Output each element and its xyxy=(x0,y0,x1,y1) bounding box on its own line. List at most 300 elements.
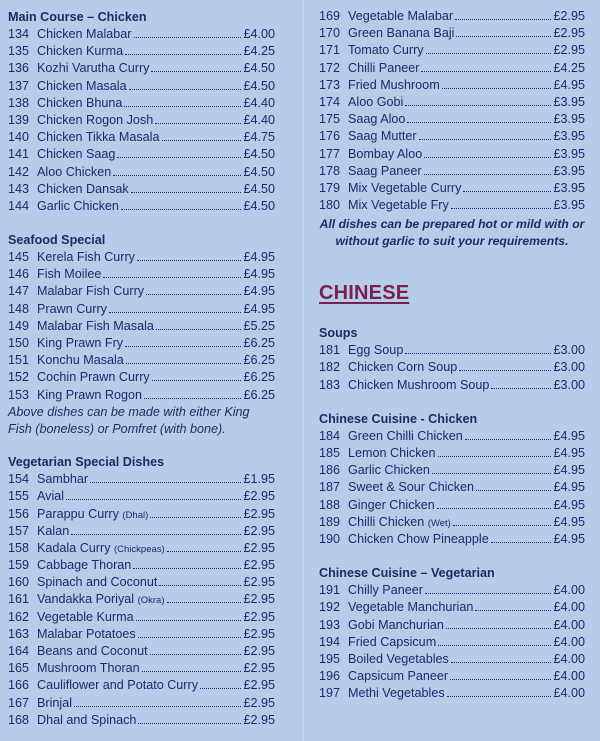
menu-item-row xyxy=(8,369,275,386)
item-price: £6.25 xyxy=(243,370,275,385)
item-note: (Wet) xyxy=(427,517,451,529)
menu-item-row xyxy=(319,359,585,376)
item-number: 181 xyxy=(319,343,341,358)
item-name-text: Chicken Masala xyxy=(37,78,127,93)
item-name xyxy=(37,643,148,660)
item-name-text: Lemon Chicken xyxy=(348,446,436,460)
menu-item-row xyxy=(8,643,275,660)
item-name-text: Kerela Fish Curry xyxy=(37,250,135,265)
item-price: £2.95 xyxy=(553,43,585,58)
dot-leader xyxy=(432,462,552,474)
item-number: 151 xyxy=(8,353,30,368)
spacer xyxy=(8,215,275,232)
dot-leader xyxy=(465,428,552,440)
item-name-text: Brinjal xyxy=(37,695,72,710)
item-price: £3.95 xyxy=(553,129,585,144)
item-price: £3.95 xyxy=(553,146,585,161)
item-name xyxy=(348,377,489,394)
item-name xyxy=(348,111,405,128)
dot-leader xyxy=(126,352,242,364)
item-number: 189 xyxy=(319,514,341,529)
item-name xyxy=(348,359,457,376)
dot-leader xyxy=(491,377,551,389)
item-price: £4.00 xyxy=(553,600,585,615)
item-name-text: Kadala Curry xyxy=(37,540,111,555)
item-price: £4.95 xyxy=(553,497,585,512)
menu-item-row xyxy=(319,8,585,25)
item-number: 197 xyxy=(319,686,341,701)
item-name-text: Chicken Tikka Masala xyxy=(37,130,160,145)
item-name-text: Chicken Malabar xyxy=(37,27,132,41)
section-title: Chinese Cuisine – Vegetarian xyxy=(319,566,495,581)
item-number: 148 xyxy=(8,301,30,316)
spacer xyxy=(8,0,275,9)
dot-leader xyxy=(446,617,552,629)
item-number: 154 xyxy=(8,472,30,487)
item-number: 175 xyxy=(319,112,341,127)
item-name xyxy=(37,318,154,335)
item-name-text: Chilli Chicken xyxy=(348,514,425,529)
menu-item-row xyxy=(8,471,275,488)
dot-leader xyxy=(463,180,551,192)
item-name-text: Vegetable Malabar xyxy=(348,9,454,23)
item-name-text: Egg Soup xyxy=(348,343,404,358)
item-name-text: King Prawn Fry xyxy=(37,336,124,350)
item-price: £4.25 xyxy=(243,44,275,59)
menu-item-row xyxy=(319,599,585,616)
item-number: 170 xyxy=(319,26,341,41)
item-name xyxy=(348,685,445,702)
menu-item-row xyxy=(319,497,585,514)
menu-item-row xyxy=(8,352,275,369)
dot-leader xyxy=(437,497,552,509)
item-name xyxy=(348,634,436,651)
item-number: 135 xyxy=(8,44,30,59)
item-name xyxy=(37,626,136,643)
item-name xyxy=(348,342,403,359)
item-price: £4.00 xyxy=(553,617,585,632)
item-name-text: Green Banana Baji xyxy=(348,26,455,41)
item-number: 174 xyxy=(319,94,341,109)
item-name-text: Vandakka Poriyal xyxy=(37,592,135,607)
dot-leader xyxy=(200,677,241,689)
menu-item-row xyxy=(319,111,585,128)
menu-item-row xyxy=(319,128,585,145)
menu-item-row xyxy=(8,164,275,181)
item-price: £3.00 xyxy=(553,343,585,358)
menu-item-row xyxy=(8,626,275,643)
section-title: Vegetarian Special Dishes xyxy=(8,455,165,470)
dot-leader xyxy=(421,60,551,72)
item-number: 196 xyxy=(319,669,341,684)
item-name-text: Bombay Aloo xyxy=(348,146,423,161)
item-number: 141 xyxy=(8,147,30,162)
spacer xyxy=(319,394,585,411)
item-name-text: Cauliflower and Potato Curry xyxy=(37,678,198,693)
item-price: £2.95 xyxy=(243,626,275,641)
dot-leader xyxy=(438,634,551,646)
item-price: £4.50 xyxy=(243,147,275,162)
item-name xyxy=(37,506,148,523)
menu-item-row xyxy=(319,60,585,77)
spacer xyxy=(8,438,275,454)
item-price: £2.95 xyxy=(243,678,275,693)
item-price: £6.25 xyxy=(243,336,275,350)
menu-item-row xyxy=(319,634,585,651)
item-number: 177 xyxy=(319,146,341,161)
item-name-text: Sambhar xyxy=(37,472,89,487)
item-number: 144 xyxy=(8,198,30,213)
item-name-text: Chicken Mushroom Soup xyxy=(348,377,490,392)
menu-item-row xyxy=(319,94,585,111)
menu-item-row xyxy=(8,43,275,60)
dot-leader xyxy=(131,181,242,193)
menu-item-row xyxy=(8,677,275,694)
item-price: £2.95 xyxy=(243,609,275,624)
item-name xyxy=(37,146,115,163)
spacer xyxy=(319,0,585,8)
item-price: £2.95 xyxy=(243,489,275,504)
item-price: £2.95 xyxy=(243,695,275,710)
menu-item-row xyxy=(8,181,275,198)
item-name-text: Prawn Curry xyxy=(37,301,107,316)
item-price: £3.00 xyxy=(553,360,585,375)
item-name xyxy=(37,249,135,266)
item-number: 183 xyxy=(319,377,341,392)
item-price: £3.95 xyxy=(553,198,585,213)
item-name-text: Mushroom Thoran xyxy=(37,661,140,676)
dot-leader xyxy=(133,557,241,569)
item-number: 180 xyxy=(319,198,341,213)
item-number: 155 xyxy=(8,489,30,504)
item-note: (Okra) xyxy=(137,595,165,607)
item-name xyxy=(348,60,419,77)
item-number: 182 xyxy=(319,360,341,375)
item-price: £6.25 xyxy=(243,387,275,402)
item-name-text: Garlic Chicken xyxy=(348,463,430,478)
menu-item-row xyxy=(319,685,585,702)
menu-item-row xyxy=(8,660,275,677)
item-number: 176 xyxy=(319,129,341,144)
menu-item-row xyxy=(319,197,585,214)
item-name-text: Spinach and Coconut xyxy=(37,575,158,590)
menu-item-row xyxy=(8,387,275,404)
menu-item-row xyxy=(319,514,585,531)
item-name xyxy=(348,479,474,496)
dot-leader xyxy=(475,599,551,611)
menu-item-row xyxy=(319,146,585,163)
item-name-text: Capsicum Paneer xyxy=(348,669,449,684)
menu-item-row xyxy=(8,95,275,112)
item-name-text: Saag Aloo xyxy=(348,112,406,127)
item-price: £2.95 xyxy=(243,592,275,607)
menu-item-row xyxy=(319,617,585,634)
item-price: £4.95 xyxy=(243,284,275,299)
section-title: Seafood Special xyxy=(8,233,106,248)
item-name-text: Cochin Prawn Curry xyxy=(37,370,150,385)
dot-leader xyxy=(103,266,241,278)
item-number: 173 xyxy=(319,77,341,92)
item-name-text: Vegetable Kurma xyxy=(37,609,134,624)
menu-item-row xyxy=(319,445,585,462)
menu-item-row xyxy=(8,26,275,43)
item-name xyxy=(348,445,436,462)
item-number: 158 xyxy=(8,540,30,555)
menu-item-row xyxy=(8,609,275,626)
dot-leader xyxy=(455,8,551,20)
item-price: £4.95 xyxy=(553,428,585,443)
right-column xyxy=(319,0,585,702)
dot-leader xyxy=(71,523,241,535)
item-name xyxy=(348,128,417,145)
menu-item-row xyxy=(319,342,585,359)
left-column xyxy=(8,0,275,729)
item-number: 146 xyxy=(8,267,30,282)
item-number: 166 xyxy=(8,678,30,693)
item-price: £4.00 xyxy=(553,651,585,666)
item-price: £4.00 xyxy=(243,27,275,41)
item-number: 171 xyxy=(319,43,341,58)
dot-leader xyxy=(162,129,242,141)
item-price: £4.40 xyxy=(243,112,275,127)
item-price: £4.50 xyxy=(243,181,275,196)
menu-item-row xyxy=(8,591,275,608)
item-name-text: Chicken Saag xyxy=(37,147,116,162)
item-name-text: Avial xyxy=(37,489,65,504)
item-number: 168 xyxy=(8,712,30,727)
dot-leader xyxy=(109,301,242,313)
dot-leader xyxy=(424,146,551,158)
item-name-text: Mix Vegetable Fry xyxy=(348,198,449,213)
item-price: £2.95 xyxy=(553,26,585,41)
item-number: 179 xyxy=(319,180,341,195)
item-name-text: Ginger Chicken xyxy=(348,497,435,512)
item-name-text: Vegetable Manchurian xyxy=(348,600,474,615)
item-number: 191 xyxy=(319,583,341,598)
item-number: 134 xyxy=(8,27,30,41)
menu-item-row xyxy=(8,283,275,300)
item-number: 160 xyxy=(8,575,30,590)
dot-leader xyxy=(113,164,241,176)
dot-leader xyxy=(476,479,551,491)
item-number: 186 xyxy=(319,463,341,478)
menu-item-row xyxy=(319,531,585,548)
item-price: £1.95 xyxy=(243,472,275,487)
item-price: £2.95 xyxy=(243,523,275,538)
menu-item-row xyxy=(8,574,275,591)
item-name xyxy=(348,8,453,25)
dot-leader xyxy=(459,359,551,371)
dot-leader xyxy=(137,249,242,261)
item-number: 149 xyxy=(8,318,30,333)
chinese-heading: CHINESE xyxy=(319,282,410,305)
item-name xyxy=(37,266,101,283)
item-number: 142 xyxy=(8,164,30,179)
item-name-text: Methi Vegetables xyxy=(348,686,445,701)
menu-item-row xyxy=(319,77,585,94)
item-name xyxy=(348,514,451,531)
dot-leader xyxy=(451,197,552,209)
item-price: £4.00 xyxy=(553,686,585,701)
item-price: £4.95 xyxy=(553,446,585,460)
dot-leader xyxy=(150,643,242,655)
item-name xyxy=(37,660,140,677)
dot-leader xyxy=(442,77,552,89)
dot-leader xyxy=(155,112,241,124)
menu-item-row xyxy=(8,506,275,523)
menu-item-row xyxy=(8,488,275,505)
item-name-text: Garlic Chicken xyxy=(37,198,119,213)
item-price: £2.95 xyxy=(553,9,585,23)
item-price: £2.95 xyxy=(243,506,275,521)
item-number: 140 xyxy=(8,130,30,145)
item-name xyxy=(37,540,165,557)
item-number: 157 xyxy=(8,523,30,538)
dot-leader xyxy=(438,445,552,457)
dot-leader xyxy=(66,488,241,500)
item-name xyxy=(348,531,489,548)
item-name xyxy=(37,609,134,626)
item-number: 194 xyxy=(319,634,341,649)
section-title: Main Course – Chicken xyxy=(8,10,147,24)
item-name xyxy=(37,43,123,60)
item-name xyxy=(37,78,127,95)
item-name-text: Saag Mutter xyxy=(348,129,417,144)
item-number: 137 xyxy=(8,78,30,93)
item-number: 169 xyxy=(319,9,341,23)
item-number: 190 xyxy=(319,531,341,546)
item-number: 153 xyxy=(8,387,30,402)
item-number: 185 xyxy=(319,446,341,460)
item-name xyxy=(37,129,160,146)
item-name xyxy=(348,77,440,94)
item-name-text: Boiled Vegetables xyxy=(348,651,449,666)
item-name xyxy=(37,471,88,488)
item-name xyxy=(37,488,64,505)
item-name xyxy=(348,180,461,197)
dot-leader xyxy=(134,26,242,38)
dot-leader xyxy=(447,685,552,697)
item-name-text: Fish Moilee xyxy=(37,267,102,282)
item-number: 188 xyxy=(319,497,341,512)
item-name xyxy=(348,428,463,445)
page-fold xyxy=(301,0,305,741)
section-title: Soups xyxy=(319,326,358,341)
dot-leader xyxy=(426,42,552,54)
item-price: £4.00 xyxy=(553,669,585,684)
dot-leader xyxy=(450,668,551,680)
item-name xyxy=(37,26,132,43)
item-name xyxy=(348,668,448,685)
menu-item-row xyxy=(8,78,275,95)
item-name-text: Saag Paneer xyxy=(348,163,422,178)
dot-leader xyxy=(121,198,242,210)
item-price: £3.95 xyxy=(553,163,585,178)
menu-item-row xyxy=(8,318,275,335)
item-price: £4.95 xyxy=(243,250,275,265)
dot-leader xyxy=(152,369,242,381)
item-name xyxy=(348,163,422,180)
item-name xyxy=(37,352,124,369)
item-price: £4.50 xyxy=(243,198,275,213)
menu-item-row xyxy=(8,266,275,283)
menu-item-row xyxy=(8,301,275,318)
item-name xyxy=(37,574,157,591)
dot-leader xyxy=(125,43,241,55)
item-price: £3.95 xyxy=(553,180,585,195)
menu-item-row xyxy=(319,42,585,59)
item-name xyxy=(348,462,430,479)
menu-item-row xyxy=(8,695,275,712)
item-number: 150 xyxy=(8,336,30,350)
item-name xyxy=(37,387,142,404)
item-number: 159 xyxy=(8,558,30,573)
item-number: 162 xyxy=(8,609,30,624)
dot-leader xyxy=(425,582,552,594)
item-name-text: Chilly Paneer xyxy=(348,583,423,598)
menu-item-row xyxy=(8,523,275,540)
menu-item-row xyxy=(8,557,275,574)
item-name-text: Parappu Curry xyxy=(37,506,119,521)
dot-leader xyxy=(129,78,242,90)
dot-leader xyxy=(451,651,552,663)
item-name-text: Green Chilli Chicken xyxy=(348,428,463,443)
dot-leader xyxy=(405,94,551,106)
menu-item-row xyxy=(319,163,585,180)
item-price: £2.95 xyxy=(243,540,275,555)
spacer xyxy=(319,249,585,282)
dot-leader xyxy=(456,25,551,37)
item-name-text: Aloo Chicken xyxy=(37,164,112,179)
item-price: £6.25 xyxy=(243,353,275,368)
dot-leader xyxy=(138,712,241,724)
item-number: 152 xyxy=(8,370,30,385)
item-name xyxy=(37,523,69,540)
item-price: £3.00 xyxy=(553,377,585,392)
item-name-text: Chicken Kurma xyxy=(37,44,124,59)
item-name-text: Chicken Dansak xyxy=(37,181,129,196)
dot-leader xyxy=(167,591,242,603)
dot-leader xyxy=(142,660,242,672)
menu-item-row xyxy=(8,249,275,266)
item-name xyxy=(37,301,107,318)
item-number: 165 xyxy=(8,661,30,676)
spacer xyxy=(319,305,585,325)
menu-item-row xyxy=(319,180,585,197)
dot-leader xyxy=(405,342,551,354)
dietary-note: All dishes can be prepared hot or mild with or without garlic to suit your requirements. xyxy=(319,217,585,248)
item-name-text: Aloo Gobi xyxy=(348,94,404,109)
menu-item-row xyxy=(319,377,585,394)
item-name-text: Konchu Masala xyxy=(37,353,124,368)
item-name-text: Chicken Chow Pineapple xyxy=(348,531,489,546)
menu-item-row xyxy=(8,112,275,129)
section-title: Chinese Cuisine - Chicken xyxy=(319,411,478,426)
item-name xyxy=(348,42,424,59)
menu-item-row xyxy=(319,462,585,479)
item-name xyxy=(37,335,123,352)
dot-leader xyxy=(144,387,241,399)
menu-item-row xyxy=(319,479,585,496)
item-name-text: Malabar Fish Curry xyxy=(37,284,145,299)
dot-leader xyxy=(74,695,241,707)
item-number: 163 xyxy=(8,626,30,641)
item-price: £4.95 xyxy=(243,267,275,282)
item-name-text: Chicken Rogon Josh xyxy=(37,112,154,127)
item-number: 161 xyxy=(8,592,30,607)
menu-item-row xyxy=(8,712,275,729)
item-price: £4.75 xyxy=(243,130,275,145)
